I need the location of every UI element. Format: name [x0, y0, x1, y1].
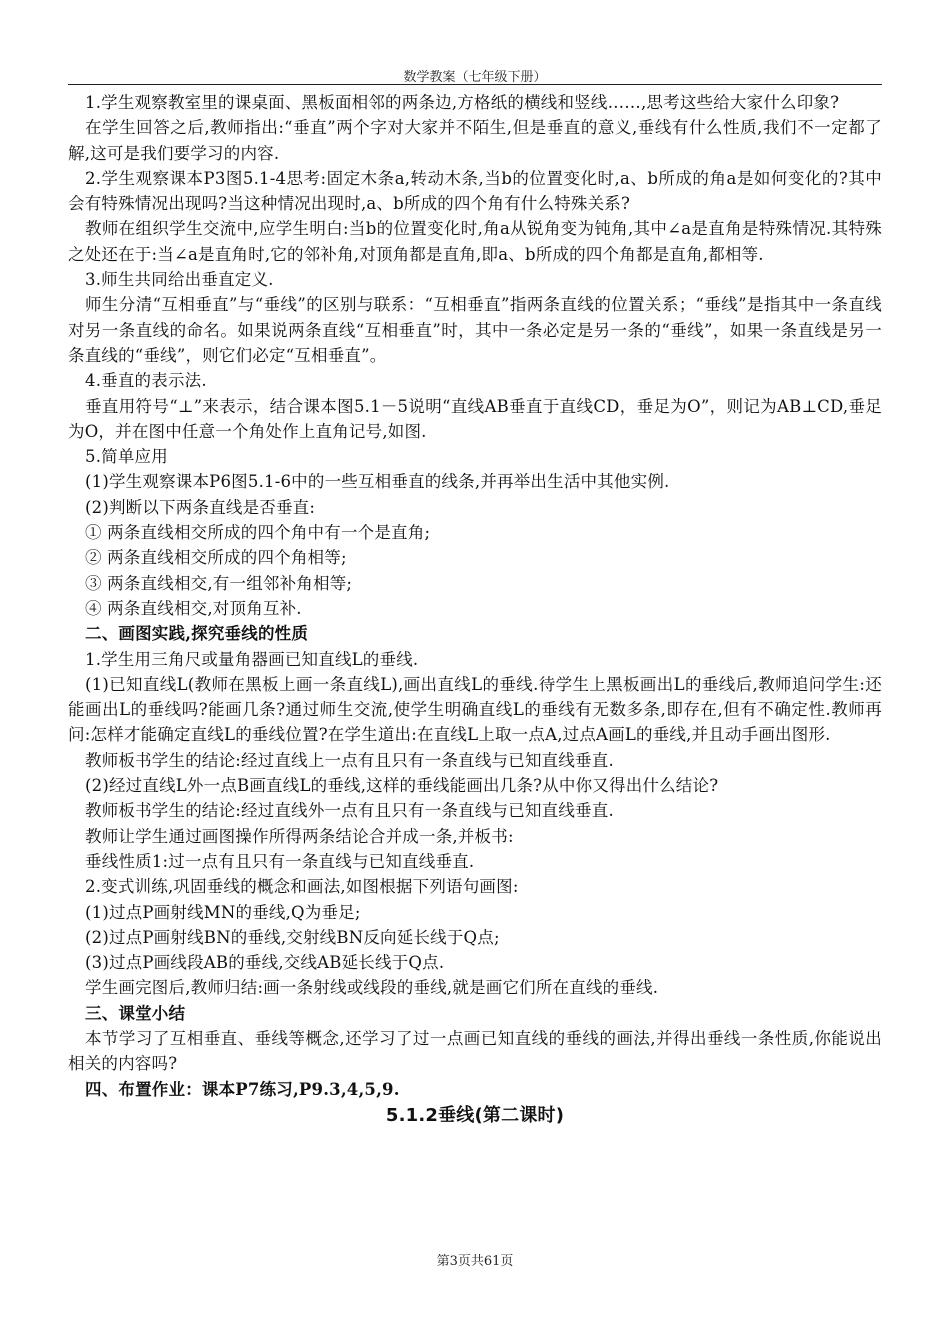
list-item: ① 两条直线相交所成的四个角中有一个是直角;: [85, 523, 431, 543]
paragraph: (1)学生观察课本P6图5.1-6中的一些互相垂直的线条,并再举出生活中其他实例.: [85, 472, 670, 492]
lesson-title: 5.1.2垂线(第二课时): [385, 1104, 565, 1126]
page-footer: 第3页共61页: [436, 1254, 514, 1269]
paragraph: 5.简单应用: [85, 447, 168, 467]
list-item: ④ 两条直线相交,对顶角互补.: [85, 598, 302, 618]
page-header: 数学教案（七年级下册）: [403, 70, 547, 85]
paragraph: (1)过点P画射线MN的垂线,Q为垂足;: [85, 902, 361, 922]
paragraph: 3.师生共同给出垂直定义.: [85, 270, 274, 290]
section-heading: 三、课堂小结: [85, 1003, 186, 1023]
paragraph: 2.变式训练,巩固垂线的概念和画法,如图根据下列语句画图:: [85, 877, 519, 897]
paragraph: 教师让学生通过画图操作所得两条结论合并成一条,并板书:: [85, 826, 514, 846]
list-item: ② 两条直线相交所成的四个角相等;: [85, 548, 347, 568]
section-heading: 四、布置作业：课本P7练习,P9.3,4,5,9.: [85, 1079, 400, 1099]
paragraph: 在学生回答之后,教师指出:“垂直”两个字对大家并不陌生,但是垂直的意义,垂线有什么性质,我们不一定都了解,这可是我们要学习的内容.: [68, 118, 882, 163]
paragraph: 师生分清“互相垂直”与“垂线”的区别与联系：“互相垂直”指两条直线的位置关系；“垂线”是指其中一条直线对另一条直线的命名。如果说两条直线“互相垂直”时，其中一条必定是另一条的“垂线”，如果一条直线是另一条直线的“垂线”，则它们必定“互相垂直”。: [68, 295, 882, 365]
paragraph: 2.学生观察课本P3图5.1-4思考:固定木条a,转动木条,当b的位置变化时,a、b所成的角a是如何变化的?其中会有特殊情况出现吗?当这种情况出现时,a、b所成的四个角有什么特殊关系?: [68, 168, 882, 214]
paragraph: (1)已知直线L(教师在黑板上画一条直线L),画出直线L的垂线.待学生上黑板画出L的垂线后,教师追问学生:还能画出L的垂线吗?能画几条?通过师生交流,使学生明确直线L的垂线有无数多条,即存在,但有不确定性.教师再问:怎样才能确定直线L的垂线位置?在学生道出:在直线L上取一点A,过点A画L的垂线,并且动手画出图形.: [68, 674, 882, 745]
paragraph: 垂线性质1:过一点有且只有一条直线与已知直线垂直.: [85, 851, 475, 871]
paragraph: 1.学生用三角尺或量角器画已知直线L的垂线.: [85, 649, 419, 669]
paragraph: 1.学生观察教室里的课桌面、黑板面相邻的两条边,方格纸的横线和竖线……,思考这些给大家什么印象?: [85, 93, 840, 112]
paragraph: (3)过点P画线段AB的垂线,交线AB延长线于Q点.: [85, 953, 445, 973]
paragraph: (2)经过直线L外一点B画直线L的垂线,这样的垂线能画出几条?从中你又得出什么结论?: [85, 776, 719, 796]
section-heading: 二、画图实践,探究垂线的性质: [85, 624, 309, 644]
paragraph: 教师板书学生的结论:经过直线外一点有且只有一条直线与已知直线垂直.: [85, 801, 614, 821]
header-divider: [68, 84, 882, 85]
list-item: ③ 两条直线相交,有一组邻补角相等;: [85, 573, 353, 593]
paragraph: 垂直用符号“⊥”来表示，结合课本图5.1－5说明“直线AB垂直于直线CD，垂足为O”，则记为AB⊥CD,垂足为O，并在图中任意一个角处作上直角记号,如图.: [68, 396, 882, 441]
paragraph: 本节学习了互相垂直、垂线等概念,还学习了过一点画已知直线的垂线的画法,并得出垂线一条性质,你能说出相关的内容吗?: [68, 1028, 882, 1074]
paragraph: (2)过点P画射线BN的垂线,交射线BN反向延长线于Q点;: [85, 927, 500, 947]
paragraph: 教师在组织学生交流中,应学生明白:当b的位置变化时,角a从锐角变为钝角,其中∠a是直角是特殊情况.其特殊之处还在于:当∠a是直角时,它的邻补角,对顶角都是直角,即a、b所成的四个角都是直角,都相等.: [68, 219, 882, 264]
paragraph: 教师板书学生的结论:经过直线上一点有且只有一条直线与已知直线垂直.: [85, 750, 614, 770]
document-body: [68, 90, 882, 1130]
paragraph: 4.垂直的表示法.: [85, 371, 207, 391]
paragraph: (2)判断以下两条直线是否垂直:: [85, 497, 316, 517]
paragraph: 学生画完图后,教师归结:画一条射线或线段的垂线,就是画它们所在直线的垂线.: [85, 978, 659, 998]
